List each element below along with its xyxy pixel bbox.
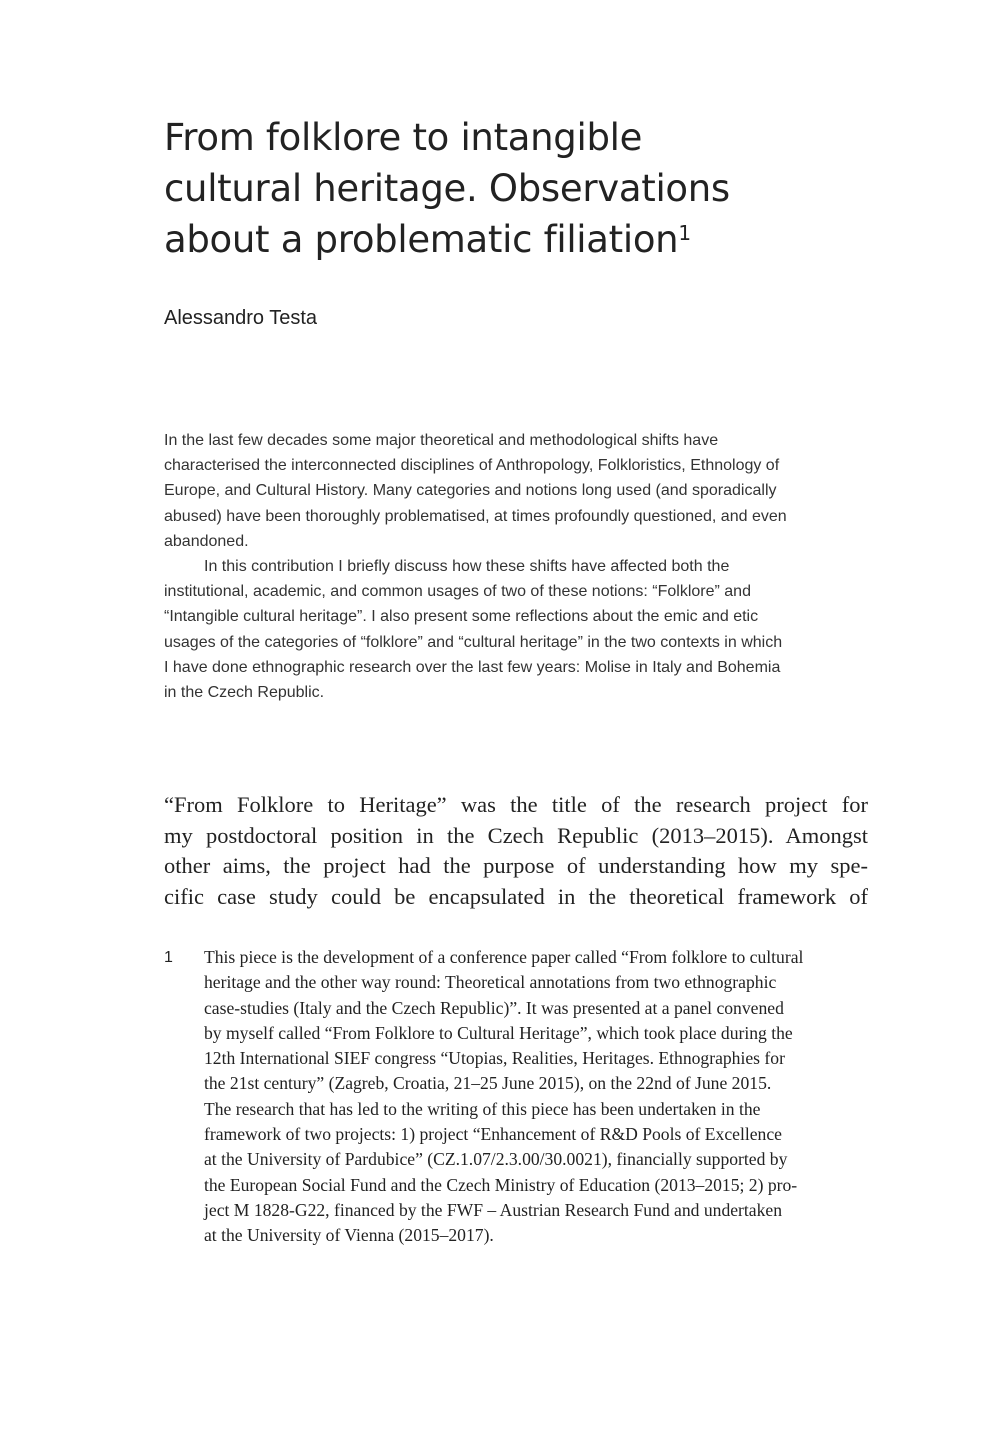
abstract	[164, 428, 854, 705]
body-line: cific case study could be encapsulated in the theoretical framework of	[164, 883, 868, 909]
footnote-line: at the University of Pardubice” (CZ.1.07/2.3.00/30.0021), financially supported by	[204, 1149, 788, 1170]
footnote-line: heritage and the other way round: Theoretical annotations from two ethnographic	[204, 972, 777, 993]
abstract-line: characterised the interconnected disciplines of Anthropology, Folkloristics, Ethnology of	[164, 457, 780, 475]
title-line-text: about a problematic filiation	[164, 218, 679, 261]
footnote-line: framework of two projects: 1) project “Enhancement of R&D Pools of Excellence	[204, 1124, 782, 1145]
footnote-number: 1	[164, 949, 173, 966]
abstract-line: “Intangible cultural heritage”. I also present some reflections about the emic and etic	[164, 608, 759, 626]
footnote-line: by myself called “From Folklore to Cultural Heritage”, which took place during the	[204, 1022, 793, 1043]
footnote-line: This piece is the development of a conference paper called “From folklore to cultural	[204, 947, 804, 967]
abstract-line: institutional, academic, and common usages of two of these notions: “Folklore” and	[164, 583, 751, 601]
body-line: “From Folklore to Heritage” was the title of the research project for	[164, 792, 868, 817]
body-line: other aims, the project had the purpose of understanding how my spe-	[164, 853, 868, 878]
footnote-line: the European Social Fund and the Czech Ministry of Education (2013–2015; 2) pro-	[204, 1174, 798, 1195]
abstract-line: abused) have been thoroughly problematised, at times profoundly questioned, and even	[164, 507, 787, 525]
abstract-line: I have done ethnographic research over the last few years: Molise in Italy and Bohemia	[164, 658, 781, 676]
article-title	[164, 112, 730, 265]
footnote-ref[interactable]: 1	[678, 221, 691, 245]
abstract-line: in the Czech Republic.	[164, 684, 325, 702]
body-line: my postdoctoral position in the Czech Republic (2013–2015). Amongst	[164, 822, 868, 848]
title-line	[164, 214, 730, 265]
abstract-line: In this contribution I briefly discuss how these shifts have affected both the	[204, 558, 730, 576]
abstract-line: abandoned.	[164, 532, 249, 550]
abstract-line: Europe, and Cultural History. Many categories and notions long used (and sporadically	[164, 482, 777, 500]
footnote-line: The research that has led to the writing of this piece has been undertaken in the	[204, 1098, 761, 1119]
body-text	[164, 790, 868, 912]
footnote-line: ject M 1828-G22, financed by the FWF – Austrian Research Fund and undertaken	[204, 1199, 783, 1220]
title-line: From folklore to intangible	[164, 116, 643, 159]
footnote-line: 12th International SIEF congress “Utopias, Realities, Heritages. Ethnographies for	[204, 1048, 785, 1069]
abstract-line: usages of the categories of “folklore” and “cultural heritage” in the two contexts in which	[164, 633, 783, 651]
footnote-line: case-studies (Italy and the Czech Republic)”. It was presented at a panel convened	[204, 997, 784, 1018]
footnote-text	[204, 945, 868, 1249]
footnote-line: the 21st century” (Zagreb, Croatia, 21–25 June 2015), on the 22nd of June 2015.	[204, 1073, 772, 1094]
abstract-line: In the last few decades some major theoretical and methodological shifts have	[164, 432, 719, 449]
footnote-line: at the University of Vienna (2015–2017).	[204, 1225, 494, 1246]
author-name: Alessandro Testa	[164, 307, 318, 329]
title-line: cultural heritage. Observations	[164, 167, 730, 210]
footnote	[164, 945, 868, 1249]
